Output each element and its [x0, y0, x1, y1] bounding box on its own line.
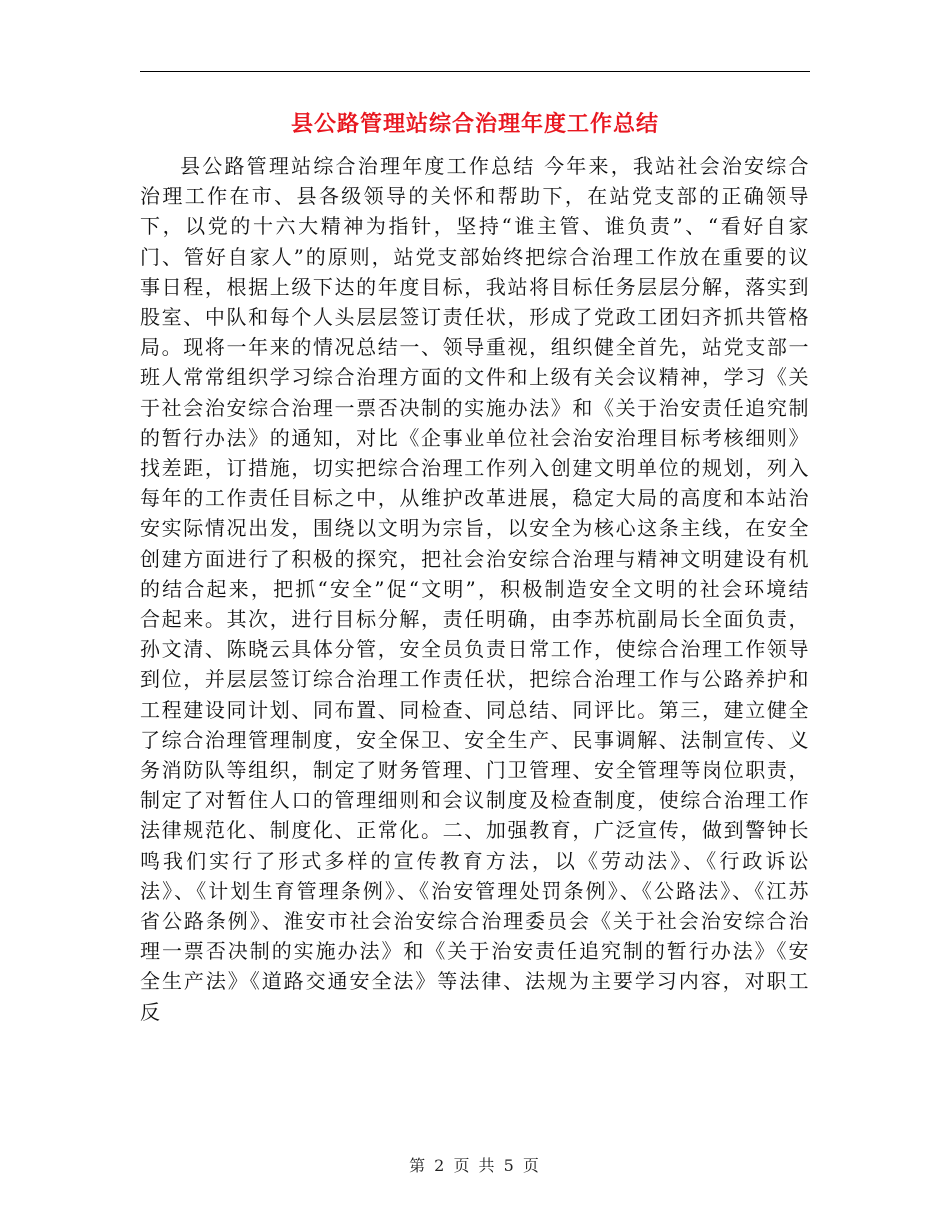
document-title: 县公路管理站综合治理年度工作总结: [290, 112, 659, 137]
document-body: 县公路管理站综合治理年度工作总结 今年来，我站社会治安综合治理工作在市、县各级领导的关怀和帮助下，在站党支部的正确领导下，以党的十六大精神为指针，坚持“谁主管、谁负责”、“看好自家门、管好自家人”的原则，站党支部始终把综合治理工作放在重要的议事日程，根据上级下达的年度目标，我站将目标任务层层分解，落实到股室、中队和每个人头层层签订责任状，形成了党政工团妇齐抓共管格局。现将一年来的情况总结一、领导重视，组织健全首先，站党支部一班人常常组织学习综合治理方面的文件和上级有关会议精神，学习《关于社会治安综合治理一票否决制的实施办法》和《关于治安责任追究制的暂行办法》的通知，对比《企事业单位社会治安治理目标考核细则》找差距，订措施，切实把综合治理工作列入创建文明单位的规划，列入每年的工作责任目标之中，从维护改革进展，稳定大局的高度和本站治安实际情况出发，围绕以文明为宗旨，以安全为核心这条主线，在安全创建方面进行了积极的探究，把社会治安综合治理与精神文明建设有机的结合起来，把抓“安全”促“文明”，积极制造安全文明的社会环境结合起来。其次，进行目标分解，责任明确，由李苏杭副局长全面负责，孙文清、陈晓云具体分管，安全员负责日常工作，使综合治理工作领导到位，并层层签订综合治理工作责任状，把综合治理工作与公路养护和工程建设同计划、同布置、同检查、同总结、同评比。第三，建立健全了综合治理管理制度，安全保卫、安全生产、民事调解、法制宣传、义务消防队等组织，制定了财务管理、门卫管理、安全管理等岗位职责，制定了对暂住人口的管理细则和会议制度及检查制度，使综合治理工作法律规范化、制度化、正常化。二、加强教育，广泛宣传，做到警钟长鸣我们实行了形式多样的宣传教育方法，以《劳动法》、《行政诉讼法》、《计划生育管理条例》、《治安管理处罚条例》、《公路法》、《江苏省公路条例》、淮安市社会治安综合治理委员会《关于社会治安综合治理一票否决制的实施办法》和《关于治安责任追究制的暂行办法》《安全生产法》《道路交通安全法》等法律、法规为主要学习内容，对职工反: [140, 154, 810, 1024]
header-rule: [140, 71, 810, 72]
page-indicator: 第 2 页 共 5 页: [409, 1156, 541, 1175]
